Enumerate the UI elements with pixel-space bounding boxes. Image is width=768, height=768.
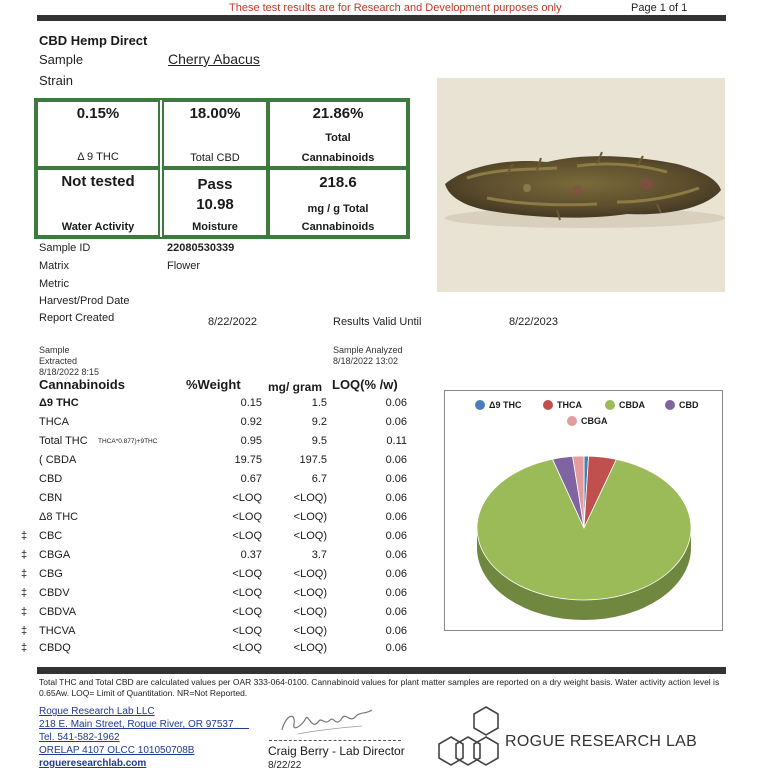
signature-date: 8/22/22 [268,760,302,768]
bottom-divider [37,667,726,674]
mg-value: <LOQ) [293,606,327,618]
row-marker: ‡ [21,530,28,542]
table-row [0,492,410,511]
page-number: Page 1 of 1 [631,2,688,14]
cannabinoid-name: CBGA [39,549,71,561]
loq-value: 0.06 [385,454,407,466]
loq-value: 0.06 [385,549,407,561]
table-row [0,473,410,492]
loq-value: 0.06 [385,625,407,637]
mg-value: <LOQ) [293,587,327,599]
total-cbd-label: Total CBD [190,152,240,164]
mg-value: <LOQ) [293,511,327,523]
loq-value: 0.06 [385,511,407,523]
water-activity-cell [36,168,160,237]
harvest-date-label: Harvest/Prod Date [39,295,130,307]
metric-label: Metric [39,278,69,290]
cannabinoid-name: THCVA [39,625,76,637]
sample-photo [437,78,725,292]
lab-license: ORELAP 4107 OLCC 101050708B [39,745,195,756]
mg-value: 3.7 [311,549,327,561]
lab-name: Rogue Research Lab LLC [39,706,155,717]
weight-value: <LOQ [232,511,262,523]
cannabinoid-name: CBG [39,568,63,580]
report-created-value: 8/22/2022 [208,316,257,328]
weight-value: 0.15 [240,397,262,409]
table-row [0,587,410,606]
valid-until-label: Results Valid Until [333,316,422,328]
mg-value: 6.7 [311,473,327,485]
weight-value: 0.92 [240,416,262,428]
cannabinoid-name: Δ9 THC [39,397,79,409]
weight-value: <LOQ [232,625,262,637]
loq-value: 0.11 [386,435,407,447]
analyzed-date: 8/18/2022 13:02 [333,356,399,366]
table-row [0,511,410,530]
water-activity-label: Water Activity [61,221,135,233]
mg-value: 9.5 [311,435,327,447]
table-row [0,606,410,625]
cannabinoid-name: CBN [39,492,63,504]
legend-label: CBGA [581,416,608,426]
cannabinoid-name: Δ8 THC [39,511,79,523]
total-cannabinoids-value: 21.86% [312,105,364,122]
moisture-label: Moisture [192,221,238,233]
mg-value: 1.5 [311,397,327,409]
table-row [0,549,410,568]
mg-value: <LOQ) [293,492,327,504]
weight-value: 19.75 [234,454,262,466]
moisture-pass: Pass [197,176,233,193]
legend-label: Δ9 THC [489,400,522,410]
calculation-footnote: Total THC and Total CBD are calculated values per OAR 333-064-0100. Cannabinoid values for plant matter samples are reported on a dry weight basis. Water activity action level is 0.65Aw. LOQ= Limit of Quantitation. NR=Not Reported. [39,677,720,698]
sample-id-label: Sample ID [39,242,91,254]
legend-label: CBDA [619,400,645,410]
loq-value: 0.06 [385,606,407,618]
total-thc-formula: THCA*0.877)+9THC [98,438,158,445]
weight-value: <LOQ [232,568,262,580]
total-cannabinoids-label-1: Total [325,132,351,144]
table-row [0,642,410,661]
cannabinoid-table [0,397,420,667]
sample-label: Sample [39,52,84,67]
table-row [0,568,410,587]
valid-until-value: 8/22/2023 [509,316,558,328]
total-cbd-value: 18.00% [189,105,241,122]
mg-value: <LOQ) [293,568,327,580]
loq-value: 0.06 [385,473,407,485]
weight-value: 0.67 [240,473,262,485]
row-marker: ‡ [21,549,28,561]
col-header-cannabinoids: Cannabinoids [39,377,125,392]
total-cannabinoids-cell [268,100,408,168]
pie-svg [445,391,724,632]
cannabinoid-name: THCA [39,416,69,428]
lab-website[interactable]: rogueresearchlab.com [39,758,147,768]
table-row [0,530,410,549]
loq-value: 0.06 [385,568,407,580]
row-marker: ‡ [21,587,28,599]
lab-director: Craig Berry - Lab Director [268,744,405,758]
thc-value: 0.15% [76,105,120,122]
loq-value: 0.06 [385,642,407,654]
analyzed-label: Sample Analyzed [333,345,403,355]
col-header-loq: LOQ(% /w) [332,377,398,392]
mg-total-cell [268,168,408,237]
weight-value: 0.95 [240,435,262,447]
table-row [0,416,410,435]
top-divider [37,15,726,21]
extracted-date: 8/18/2022 8:15 [39,367,100,377]
lab-phone: Tel. 541-582-1962 [39,732,120,743]
hexagon-cluster-icon [438,704,508,768]
cannabinoid-name: Total THC [39,435,88,447]
col-header-weight: %Weight [186,377,241,392]
weight-value: 0.37 [240,549,262,561]
weight-value: <LOQ [232,642,262,654]
lab-brand-name: ROGUE RESEARCH LAB [505,733,698,750]
report-created-label: Report Created [39,312,115,324]
thc-label: Δ 9 THC [77,151,119,163]
mg-value: 9.2 [311,416,327,428]
address-underline [39,728,249,729]
table-row [0,454,410,473]
total-cannabinoids-label-2: Cannabinoids [301,152,375,164]
col-header-mg: mg/ gram [268,380,323,394]
cannabinoid-name: CBDV [39,587,70,599]
row-marker: ‡ [21,568,28,580]
extracted-label-1: Sample [39,345,70,355]
client-name: CBD Hemp Direct [39,33,148,48]
loq-value: 0.06 [385,416,407,428]
matrix-value: Flower [167,260,201,272]
mg-total-value: 218.6 [319,174,357,191]
sample-id-value: 22080530339 [167,242,235,254]
mg-total-label-2: Cannabinoids [301,221,375,233]
row-marker: ‡ [21,625,28,637]
loq-value: 0.06 [385,492,407,504]
disclaimer-text: These test results are for Research and Development purposes only [229,2,562,14]
signature-image [278,704,378,738]
mg-value: <LOQ) [293,530,327,542]
lab-address: 218 E. Main Street, Rogue River, OR 97537 [39,719,234,730]
water-activity-value: Not tested [61,173,135,190]
thc-cell [36,100,160,168]
table-row [0,397,410,416]
mg-total-label-1: mg / g Total [307,203,369,215]
moisture-value: 10.98 [196,196,234,213]
row-marker: ‡ [21,606,28,618]
weight-value: <LOQ [232,492,262,504]
cannabinoid-name: CBDQ [39,642,71,654]
mg-value: 197.5 [299,454,327,466]
cannabinoid-pie-chart [444,390,723,631]
row-marker: ‡ [21,642,28,654]
sample-name: Cherry Abacus [168,51,260,67]
loq-value: 0.06 [385,530,407,542]
extracted-label-2: Extracted [39,356,78,366]
loq-value: 0.06 [385,397,407,409]
strain-label: Strain [39,73,73,88]
cannabinoid-name: ( CBDA [39,454,77,466]
legend-label: THCA [557,400,582,410]
legend-label: CBD [679,400,699,410]
loq-value: 0.06 [385,587,407,599]
cannabinoid-name: CBDVA [39,606,77,618]
cannabinoid-name: CBD [39,473,63,485]
weight-value: <LOQ [232,587,262,599]
weight-value: <LOQ [232,606,262,618]
total-cbd-cell [162,100,268,168]
weight-value: <LOQ [232,530,262,542]
signature-line [269,740,401,741]
hemp-flower-image [437,78,725,292]
mg-value: <LOQ) [293,625,327,637]
moisture-cell [162,168,268,237]
cannabinoid-name: CBC [39,530,63,542]
table-row [0,435,410,454]
mg-value: <LOQ) [293,642,327,654]
matrix-label: Matrix [39,260,69,272]
